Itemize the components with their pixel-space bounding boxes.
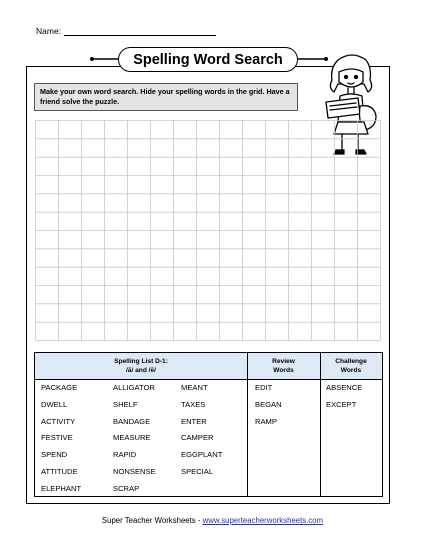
spelling-word: RAMP — [255, 416, 277, 426]
review-header-line2: Words — [273, 367, 294, 374]
spelling-word: RAPID — [113, 450, 137, 460]
challenge-words-header — [320, 353, 382, 380]
review-words-header — [247, 353, 320, 380]
challenge-header-line2: Words — [340, 367, 362, 374]
spelling-list-header — [35, 353, 247, 380]
spelling-word: BEGAN — [255, 399, 282, 409]
spelling-word: FESTIVE — [41, 433, 73, 443]
word-list-table — [34, 352, 383, 497]
spelling-word: SCRAP — [113, 483, 140, 493]
spelling-word: SPEND — [41, 450, 68, 460]
review-header-line1: Review — [272, 358, 295, 365]
footer — [0, 516, 425, 525]
page-title: Spelling Word Search — [118, 47, 298, 72]
spelling-word: CAMPER — [181, 433, 214, 443]
footer-text: Super Teacher Worksheets - — [101, 516, 203, 525]
spelling-word: ACTIVITY — [41, 416, 76, 426]
word-search-grid[interactable] — [35, 120, 381, 341]
spelling-header-title: Spelling List D-1: — [114, 358, 168, 365]
column-divider — [320, 353, 321, 496]
spelling-word: SPECIAL — [181, 467, 214, 476]
spelling-word: EGGPLANT — [181, 450, 223, 460]
challenge-header-line1: Challenge — [335, 358, 367, 365]
spelling-word: DWELL — [41, 399, 68, 409]
name-label: Name: — [36, 26, 62, 36]
spelling-word: MEASURE — [113, 433, 151, 443]
spelling-word: MEANT — [181, 383, 208, 392]
spelling-word: SHELF — [113, 399, 138, 409]
spelling-word: ATTITUDE — [41, 467, 78, 476]
spelling-word: PACKAGE — [41, 383, 78, 392]
spelling-word: ELEPHANT — [41, 483, 82, 493]
spelling-word: ENTER — [181, 416, 207, 426]
instructions-text: Make your own word search. Hide your spelling words in the grid. Have a friend solve the puzzle. — [34, 83, 298, 111]
spelling-word: ALLIGATOR — [113, 383, 155, 392]
spelling-word: TAXES — [181, 399, 206, 409]
spelling-word: NONSENSE — [113, 467, 156, 476]
spelling-word: BANDAGE — [113, 416, 151, 426]
column-divider — [247, 353, 248, 496]
spelling-header-sounds: /ā/ and /ē/ — [125, 367, 157, 374]
spelling-word: EXCEPT — [326, 399, 357, 409]
spelling-word: EDIT — [255, 383, 273, 392]
spelling-word: ABSENCE — [326, 383, 363, 392]
footer-link[interactable]: www.superteacherworksheets.com — [202, 516, 324, 525]
